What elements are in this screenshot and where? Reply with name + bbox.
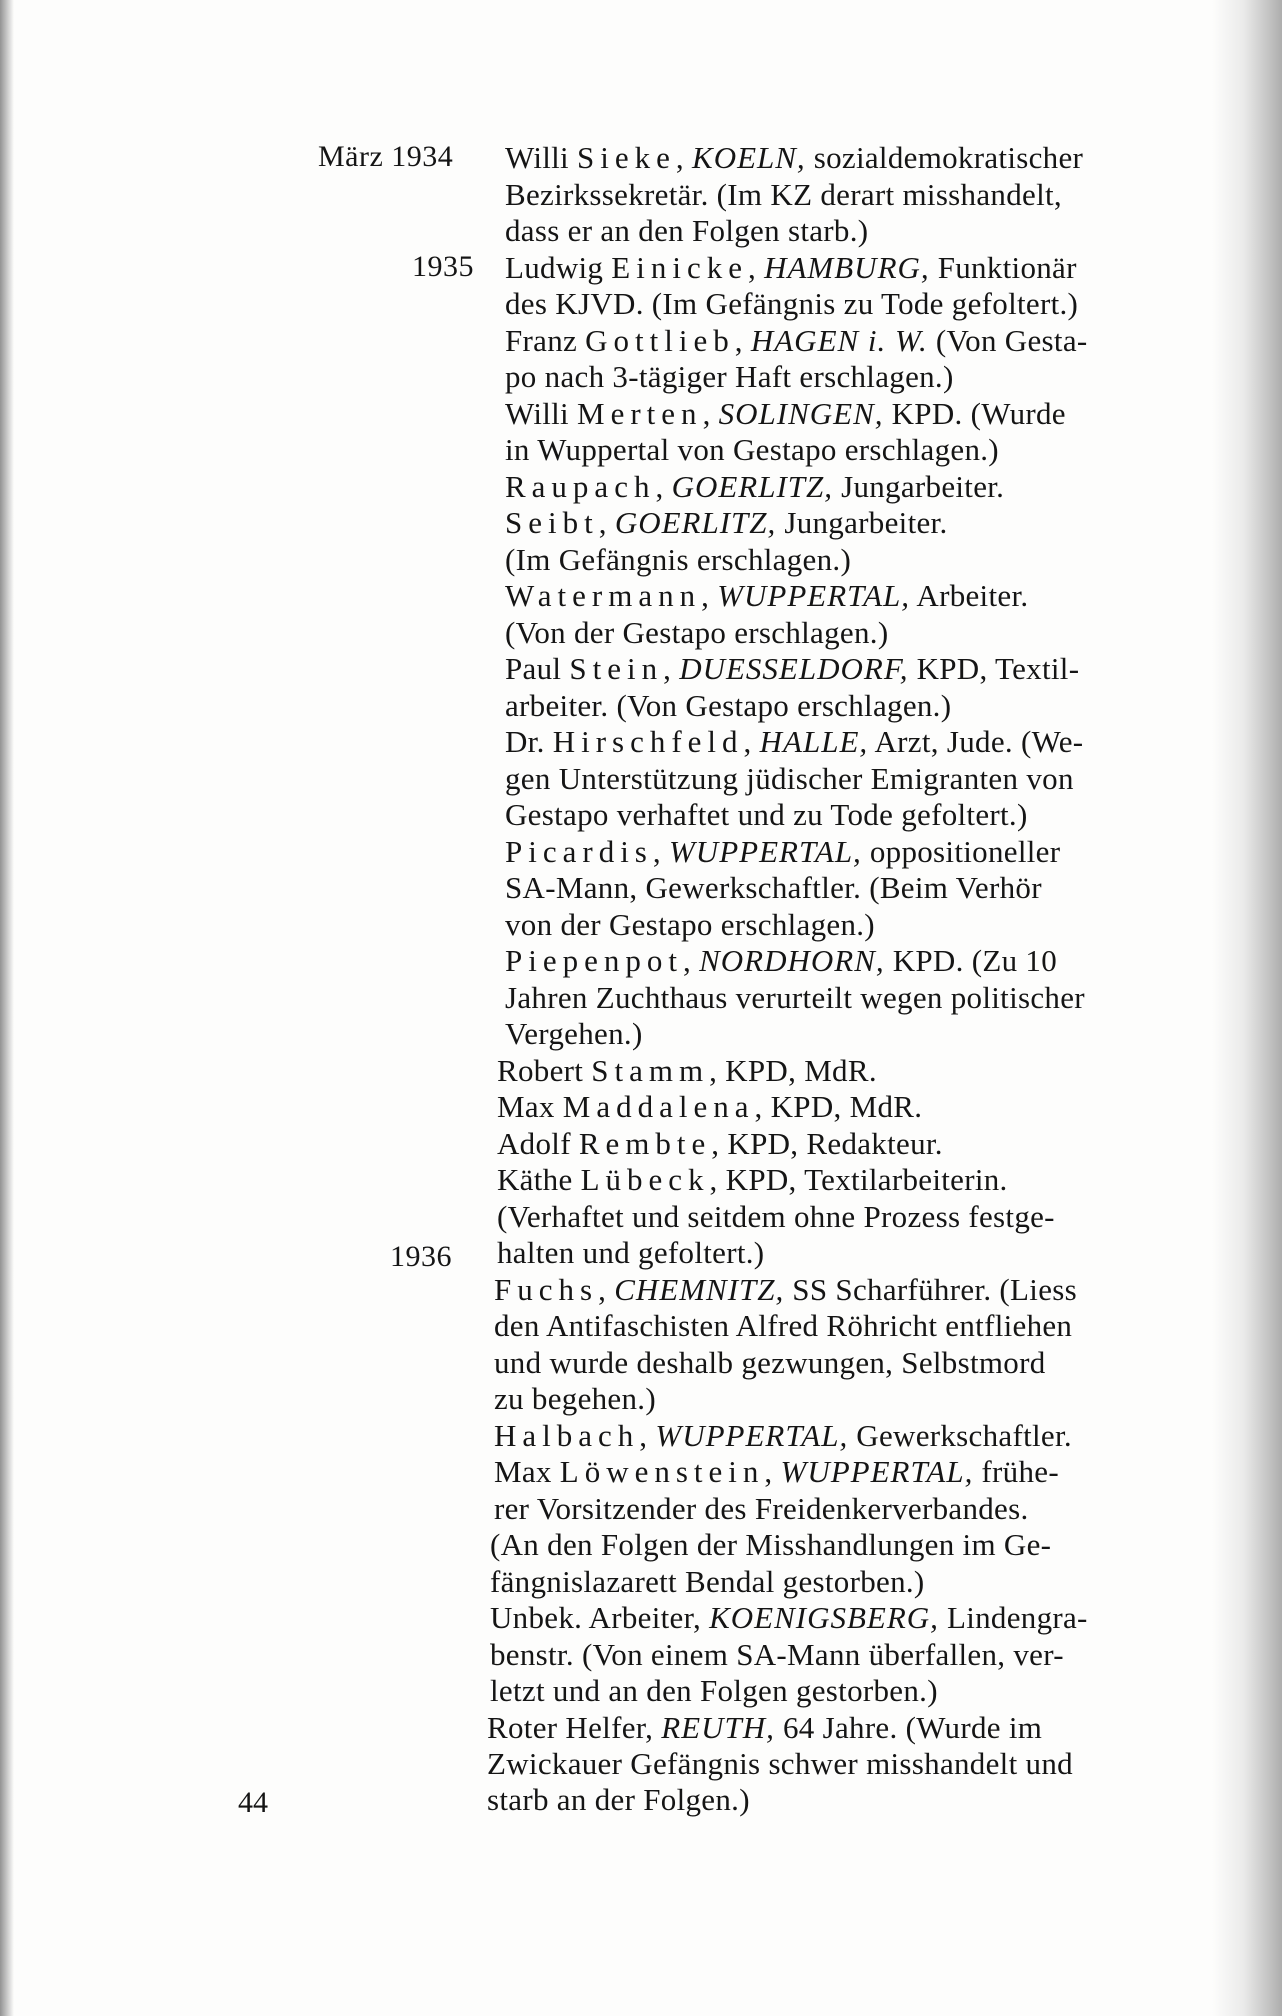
name-spaced: Hirschfeld [552,724,744,759]
text-segment: Robert [497,1053,592,1088]
text-segment: , [683,943,700,978]
text-segment: , [747,250,765,285]
text-line [494,1418,1072,1454]
text-line [505,396,1066,432]
text-segment: gen Unterstützung jüdischer Emigranten von [505,761,1074,796]
text-segment: , KPD, Textilarbeiterin. [709,1162,1008,1197]
place-name: WUPPERTAL, [780,1454,974,1489]
text-segment: , [598,1272,615,1307]
text-segment: , [734,323,751,358]
text-line [487,1746,1073,1782]
text-line [497,1126,943,1162]
text-segment: KPD, Textil- [908,651,1080,686]
place-name: KOENIGSBERG, [709,1600,939,1635]
text-segment: benstr. (Von einem SA-Mann überfallen, ver- [490,1637,1064,1672]
text-segment: Arbeiter. [910,578,1029,613]
text-segment: rer Vorsitzender des Freidenkerverbandes. [494,1491,1029,1526]
text-segment: po nach 3-tägiger Haft erschlagen.) [505,359,954,394]
name-spaced: Piepenpot [505,943,683,978]
text-segment: , [663,651,680,686]
page-number: 44 [238,1786,268,1819]
text-segment: KPD. (Zu 10 [884,943,1058,978]
text-line [505,359,954,395]
text-line [505,834,1060,870]
text-segment: , [652,834,669,869]
text-line [505,907,875,943]
text-line [487,1782,750,1818]
text-segment: , KPD, Redakteur. [711,1126,943,1161]
place-name: CHEMNITZ, [614,1272,785,1307]
name-spaced: Fuchs [494,1272,599,1307]
place-name: HALLE, [759,724,869,759]
text-segment: Unbek. Arbeiter, [490,1600,710,1635]
text-line [505,469,1004,505]
text-line [505,140,1083,176]
text-segment: letzt und an den Folgen gestorben.) [490,1673,938,1708]
text-line [505,761,1074,797]
text-segment: SS Scharführer. (Liess [784,1272,1077,1307]
name-spaced: Sieke [577,140,676,175]
place-name: WUPPERTAL, [717,578,911,613]
text-line [505,505,948,541]
text-segment: oppositioneller [861,834,1061,869]
text-line [505,980,1085,1016]
name-spaced: Halbach [494,1418,640,1453]
name-spaced: Stein [569,651,664,686]
text-line [490,1673,938,1709]
text-line [497,1089,922,1125]
text-segment: Willi [505,140,578,175]
place-name: HAGEN i. W. [750,323,928,358]
place-name: DUESSELDORF, [679,651,909,686]
text-segment: (Im Gefängnis erschlagen.) [505,542,852,577]
text-line [505,213,868,249]
text-line [494,1381,656,1417]
name-spaced: Lübeck [580,1162,710,1197]
scan-right-edge [1212,0,1282,2016]
text-line [497,1199,1055,1235]
text-segment: zu begehen.) [494,1381,656,1416]
place-name: HAMBURG, [764,250,930,285]
text-line [497,1162,1008,1198]
place-name: WUPPERTAL, [655,1418,849,1453]
text-segment: 64 Jahre. (Wurde im [774,1710,1043,1745]
text-segment: Zwickauer Gefängnis schwer misshandelt und [487,1746,1073,1781]
text-segment: in Wuppertal von Gestapo erschlagen.) [505,432,999,467]
text-line [505,870,1042,906]
text-segment: Arzt, Jude. (We- [868,724,1084,759]
text-segment: Jungarbeiter. [776,505,948,540]
text-segment: (Verhaftet und seitdem ohne Prozess festge- [497,1199,1055,1234]
text-segment: (An den Folgen der Misshandlungen im Ge- [490,1527,1052,1562]
text-segment: Willi [505,396,578,431]
text-line [490,1564,925,1600]
text-segment: Lindengra- [938,1600,1088,1635]
text-line [505,615,888,651]
text-segment: Dr. [505,724,553,759]
text-line [505,943,1057,979]
text-line [505,286,1078,322]
text-segment: arbeiter. (Von Gestapo erschlagen.) [505,688,952,723]
text-line [505,651,1079,687]
text-line [505,688,951,724]
name-spaced: Merten [577,396,703,431]
text-segment: (Von der Gestapo erschlagen.) [505,615,889,650]
text-segment: Käthe [497,1162,581,1197]
text-segment: Gestapo verhaftet und zu Tode gefoltert.) [505,797,1028,832]
text-segment: starb an der Folgen.) [487,1782,750,1817]
text-segment: Franz [505,323,586,358]
place-name: REUTH, [661,1710,775,1745]
date-1936: 1936 [390,1240,452,1273]
text-line [497,1235,764,1271]
name-spaced: Watermann [505,578,702,613]
text-segment: des KJVD. (Im Gefängnis zu Tode gefoltert.) [505,286,1079,321]
text-segment: Adolf [497,1126,579,1161]
name-spaced: Picardis [505,834,653,869]
name-spaced: Rembte [578,1126,712,1161]
text-segment: , [702,396,719,431]
text-segment: frühe- [973,1454,1059,1489]
text-segment: Funktionär [929,250,1077,285]
text-segment: dass er an den Folgen starb.) [505,213,869,248]
text-segment: Paul [505,651,570,686]
date-1935: 1935 [412,250,474,283]
text-segment: Vergehen.) [505,1016,643,1051]
text-line [494,1272,1077,1308]
date-march-1934: März 1934 [318,140,454,173]
name-spaced: Seibt [505,505,599,540]
text-segment: , [598,505,615,540]
place-name: GOERLITZ, [671,469,834,504]
text-line [497,1053,877,1089]
place-name: NORDHORN, [699,943,885,978]
place-name: SOLINGEN, [718,396,884,431]
text-segment: , [743,724,760,759]
text-segment: Ludwig [505,250,612,285]
text-line [505,323,1088,359]
text-line [505,1016,643,1052]
text-line [505,578,1028,614]
text-segment: SA-Mann, Gewerkschaftler. (Beim Verhör [505,870,1042,905]
text-segment: , [701,578,718,613]
text-line [505,250,1077,286]
scan-left-edge [0,0,14,2016]
text-segment: Max [497,1089,563,1124]
text-line [487,1710,1042,1746]
text-segment: (Von Gesta- [927,323,1088,358]
text-segment: Jahren Zuchthaus verurteilt wegen politischer [505,980,1085,1015]
name-spaced: Einicke [611,250,748,285]
place-name: KOELN, [692,140,806,175]
text-line [490,1600,1088,1636]
text-line [505,797,1028,833]
text-segment: und wurde deshalb gezwungen, Selbstmord [494,1345,1046,1380]
text-segment: , [764,1454,781,1489]
name-spaced: Gottlieb [585,323,735,358]
text-segment: fängnislazarett Bendal gestorben.) [490,1564,925,1599]
text-line [490,1527,1051,1563]
name-spaced: Raupach [505,469,656,504]
text-segment: , [639,1418,656,1453]
text-segment: KPD. (Wurde [883,396,1066,431]
place-name: GOERLITZ, [614,505,777,540]
text-segment: halten und gefoltert.) [497,1235,765,1270]
text-segment: , [675,140,693,175]
text-line [505,177,1062,213]
text-segment: , KPD, MdR. [754,1089,923,1124]
text-segment: Max [494,1454,560,1489]
text-line [494,1491,1029,1527]
text-segment: Roter Helfer, [487,1710,662,1745]
text-segment: , KPD, MdR. [709,1053,877,1088]
place-name: WUPPERTAL, [668,834,862,869]
text-line [505,432,999,468]
text-segment: Bezirkssekretär. (Im KZ derart misshandelt, [505,177,1062,212]
text-segment: Gewerkschaftler. [848,1418,1072,1453]
text-line [494,1345,1046,1381]
name-spaced: Maddalena [562,1089,755,1124]
name-spaced: Löwenstein [559,1454,765,1489]
text-line [505,542,851,578]
text-segment: von der Gestapo erschlagen.) [505,907,875,942]
text-segment: den Antifaschisten Alfred Röhricht entfliehen [494,1308,1073,1343]
text-line [505,724,1083,760]
text-segment: sozialdemokratischer [805,140,1084,175]
text-line [490,1637,1064,1673]
name-spaced: Stamm [591,1053,710,1088]
text-segment: , [655,469,672,504]
text-segment: Jungarbeiter. [833,469,1005,504]
text-line [494,1454,1059,1490]
text-line [494,1308,1072,1344]
